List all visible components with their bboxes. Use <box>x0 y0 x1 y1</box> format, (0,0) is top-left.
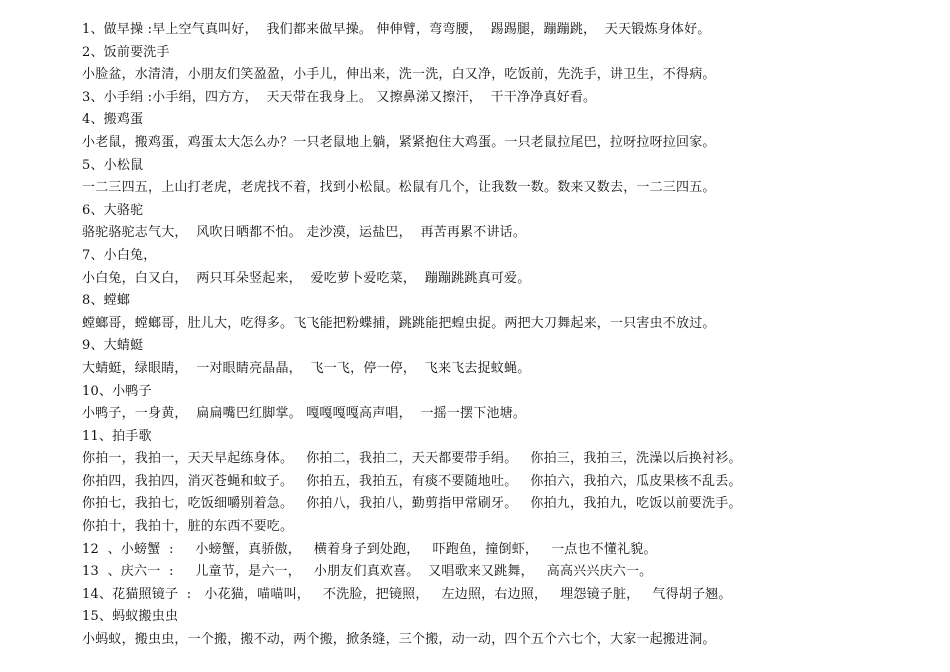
poem-3-line: 3、小手绢 :小手绢，四方方， 天天带在我身上。 又擦鼻涕又擦汗， 干干净净真好看。 <box>82 89 597 105</box>
poem-13-line: 13 、庆六一 : 儿童节，是六一， 小朋友们真欢喜。 又唱歌来又跳舞， 高高兴兴庆六一。 <box>82 564 653 580</box>
poem-6-title: 6、大骆驼 <box>82 202 144 218</box>
poem-10-body: 小鸭子，一身黄， 扁扁嘴巴红脚掌。 嘎嘎嘎嘎高声唱， 一摇一摆下池塘。 <box>82 406 527 422</box>
poem-14-line: 14、花猫照镜子 : 小花猫，喵喵叫， 不洗脸，把镜照， 左边照，右边照， 埋怨镜子脏， 气得胡子翘。 <box>82 586 732 602</box>
poem-5-title: 5、小松鼠 <box>82 157 144 173</box>
poem-6-body: 骆驼骆驼志气大， 风吹日晒都不怕。 走沙漠，运盐巴， 再苦再累不讲话。 <box>82 225 527 241</box>
poem-11-title: 11、拍手歌 <box>82 428 152 444</box>
poem-10-title: 10、小鸭子 <box>82 383 152 399</box>
poem-4-body: 小老鼠，搬鸡蛋，鸡蛋太大怎么办？一只老鼠地上躺，紧紧抱住大鸡蛋。一只老鼠拉尾巴，拉呀拉呀拉回家。 <box>82 134 716 150</box>
poem-4-title: 4、搬鸡蛋 <box>82 112 144 128</box>
poem-11-body-1: 你拍一，我拍一，天天早起练身体。 你拍二，我拍二，天天都要带手绢。 你拍三，我拍三，洗澡以后换衬衫。 <box>82 451 742 467</box>
poem-5-body: 一二三四五，上山打老虎，老虎找不着，找到小松鼠。松鼠有几个，让我数一数。数来又数去，一二三四五。 <box>82 180 716 196</box>
poem-7-title: 7、小白兔， <box>82 247 157 263</box>
poem-15-title: 15、蚂蚁搬虫虫 <box>82 609 179 625</box>
poem-11-body-4: 你拍十，我拍十，脏的东西不要吃。 <box>82 519 294 535</box>
poem-2-title: 2、饭前要洗手 <box>82 44 170 60</box>
poem-11-body-3: 你拍七，我拍七，吃饭细嚼别着急。 你拍八，我拍八，勤剪指甲常刷牙。 你拍九，我拍九，吃饭以前要洗手。 <box>82 496 742 512</box>
poem-9-body: 大蜻蜓，绿眼睛， 一对眼睛亮晶晶， 飞一飞，停一停， 飞来飞去捉蚊蝇。 <box>82 360 531 376</box>
poem-8-body: 螳螂哥，螳螂哥，肚儿大，吃得多。飞飞能把粉蝶捕，跳跳能把蝗虫捉。两把大刀舞起来，一只害虫不放过。 <box>82 315 716 331</box>
poem-1-line: 1、做早操 :早上空气真叫好， 我们都来做早操。 伸伸臂，弯弯腰， 踢踢腿，蹦蹦跳， 天天锻炼身体好。 <box>82 22 711 37</box>
poem-9-title: 9、大蜻蜓 <box>82 338 144 354</box>
poem-15-body: 小蚂蚁，搬虫虫，一个搬，搬不动，两个搬，掀条缝，三个搬，动一动，四个五个六七个，大家一起搬进洞。 <box>82 632 716 648</box>
document-page <box>82 19 942 652</box>
poem-8-title: 8、螳螂 <box>82 293 131 309</box>
poem-11-body-2: 你拍四，我拍四，消灭苍蝇和蚊子。 你拍五，我拍五，有痰不要随地吐。 你拍六，我拍六，瓜皮果核不乱丢。 <box>82 473 742 489</box>
poem-2-body: 小脸盆，水清清，小朋友们笑盈盈，小手儿，伸出来，洗一洗，白又净，吃饭前，先洗手，讲卫生，不得病。 <box>82 67 716 83</box>
poem-7-body: 小白兔，白又白， 两只耳朵竖起来， 爱吃萝卜爱吃菜， 蹦蹦跳跳真可爱。 <box>82 270 531 286</box>
poem-12-line: 12 、小螃蟹 : 小螃蟹，真骄傲， 横着身子到处跑， 吓跑鱼，撞倒虾， 一点也不懂礼貌。 <box>82 541 657 557</box>
